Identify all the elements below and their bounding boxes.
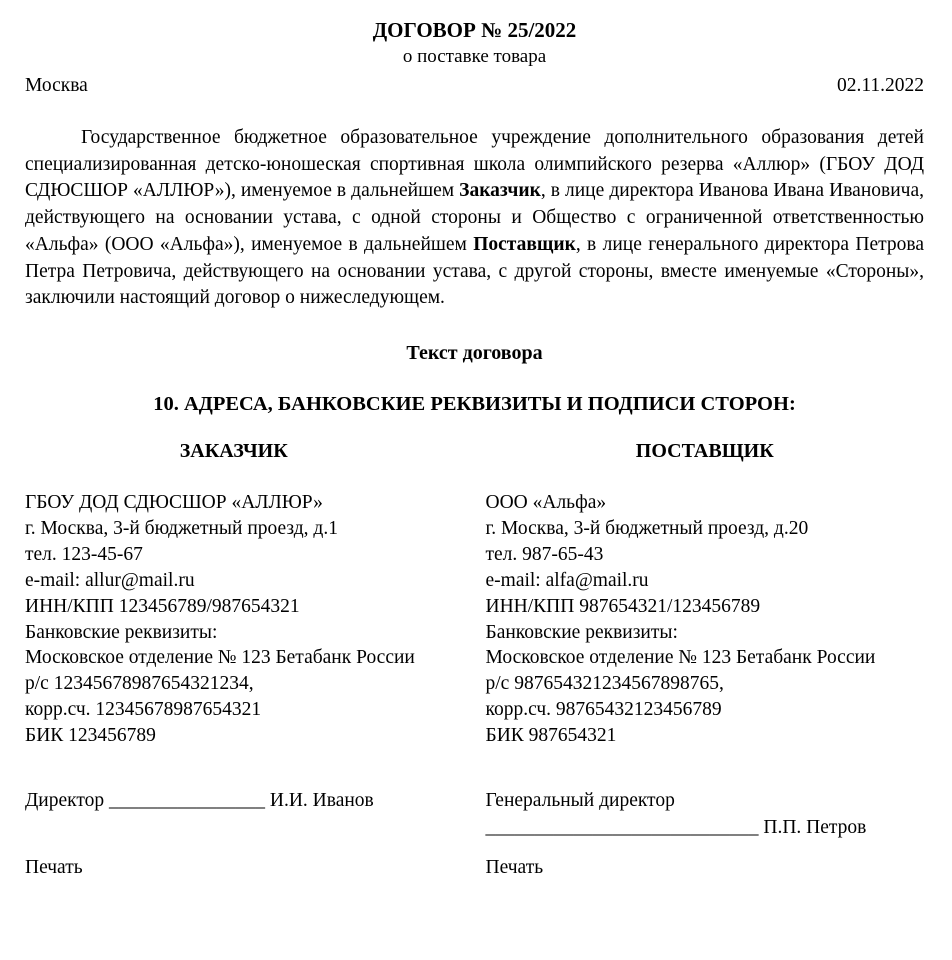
- contract-date: 02.11.2022: [836, 75, 924, 96]
- customer-details: [25, 490, 443, 749]
- customer-bik: БИК 123456789: [25, 725, 156, 747]
- customer-term: Заказчик: [459, 180, 541, 202]
- body-title: Текст договора: [406, 341, 543, 364]
- customer-email: e-mail: allur@mail.ru: [25, 569, 195, 591]
- supplier-signature-role: Генеральный директор: [485, 790, 675, 812]
- supplier-signature-block: [486, 787, 925, 857]
- supplier-seal-label: Печать: [485, 857, 544, 879]
- preamble-paragraph: [25, 125, 924, 312]
- customer-signature-role: Директор: [25, 790, 105, 812]
- supplier-email: e-mail: alfa@mail.ru: [485, 569, 649, 591]
- document-subtitle: о поставке товара: [402, 46, 547, 67]
- customer-signature-name: И.И. Иванов: [269, 790, 374, 812]
- customer-address: г. Москва, 3-й бюджетный проезд, д.1: [25, 517, 338, 539]
- supplier-phone: тел. 987-65-43: [485, 543, 604, 565]
- customer-column-header: ЗАКАЗЧИК: [179, 439, 288, 462]
- supplier-inn-kpp: ИНН/КПП 987654321/123456789: [485, 595, 761, 617]
- supplier-corr-account: корр.сч. 98765432123456789: [485, 699, 722, 721]
- preamble-part3: , в лице генерального директора Петрова Петра Петровича, действующего на основании устава, с другой стороны, вместе именуемые «Стороны», заключили настоящий договор о нижеследующем.: [25, 233, 924, 309]
- supplier-bank-branch: Московское отделение № 123 Бетабанк России: [485, 647, 876, 669]
- supplier-signature-line: ____________________________: [485, 817, 759, 839]
- customer-org-name: ГБОУ ДОД СДЮСШОР «АЛЛЮР»: [25, 491, 323, 513]
- supplier-signature-name: П.П. Петров: [763, 817, 867, 839]
- supplier-details: [486, 490, 925, 749]
- supplier-address: г. Москва, 3-й бюджетный проезд, д.20: [485, 517, 809, 539]
- customer-corr-account: корр.сч. 12345678987654321: [25, 699, 262, 721]
- customer-signature-block: [25, 787, 443, 857]
- supplier-bank-label: Банковские реквизиты:: [485, 621, 678, 643]
- customer-inn-kpp: ИНН/КПП 123456789/987654321: [25, 595, 300, 617]
- supplier-bik: БИК 987654321: [485, 725, 617, 747]
- section10-heading: 10. АДРЕСА, БАНКОВСКИЕ РЕКВИЗИТЫ И ПОДПИСИ СТОРОН:: [153, 392, 796, 415]
- preamble-part1: Государственное бюджетное образовательное учреждение дополнительного образования детей специализированная детско-юношеская спортивная школа олимпийского резерва «Аллюр» (ГБОУ ДОД СДЮСШОР «АЛЛЮР»), именуемое в дальнейшем: [25, 127, 924, 202]
- supplier-settlement-account: р/с 987654321234567898765,: [485, 673, 724, 695]
- supplier-term: Поставщик: [473, 233, 576, 255]
- customer-settlement-account: р/с 12345678987654321234,: [25, 673, 254, 695]
- requisites-columns: [25, 440, 924, 879]
- city-label: Москва: [25, 75, 88, 96]
- supplier-org-name: ООО «Альфа»: [485, 491, 607, 513]
- document-title: ДОГОВОР № 25/2022: [372, 18, 577, 42]
- customer-signature-line: ________________: [109, 790, 265, 812]
- preamble-part2: , в лице директора Иванова Ивана Ивановича, действующего на основании устава, с одной стороны и Общество с ограниченной ответственностью «Альфа» (ООО «Альфа»), именуемое в дальнейшем: [25, 180, 924, 255]
- customer-phone: тел. 123-45-67: [25, 543, 143, 565]
- city-date-row: [25, 75, 924, 97]
- customer-bank-label: Банковские реквизиты:: [25, 621, 218, 643]
- customer-column: [25, 440, 475, 879]
- supplier-column: [475, 440, 925, 879]
- supplier-column-header: ПОСТАВЩИК: [635, 439, 774, 462]
- customer-seal-label: Печать: [25, 857, 83, 879]
- customer-bank-branch: Московское отделение № 123 Бетабанк России: [25, 647, 415, 669]
